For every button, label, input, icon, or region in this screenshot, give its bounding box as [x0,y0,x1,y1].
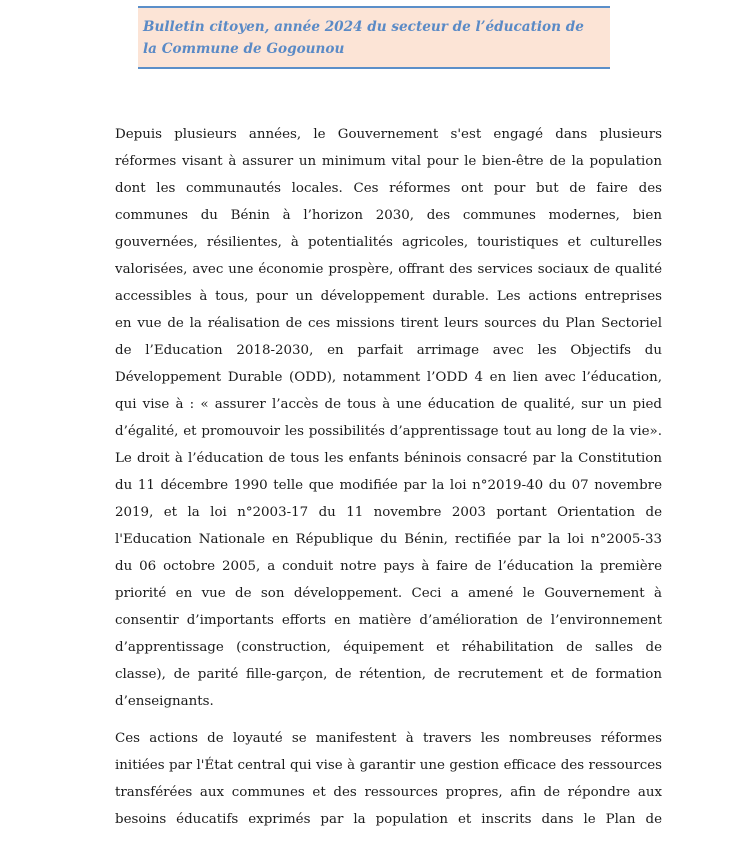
text-line: d’enseignants. [115,694,214,709]
text-line: 2019, et la loi n°2003-17 du 11 novembre 2003 portant Orientation de [115,505,662,520]
text-line: Depuis plusieurs années, le Gouvernement s'est engagé dans plusieurs [115,127,662,142]
text-line: du 06 octobre 2005, a conduit notre pays à faire de l’éducation la première [115,559,662,574]
text-line: Ces actions de loyauté se manifestent à travers les nombreuses réformes [115,731,662,746]
text-line: consentir d’importants efforts en matière d’amélioration de l’environnement [115,613,662,628]
text-line: classe), de parité fille-garçon, de rétention, de recrutement et de formation [115,667,662,682]
text-line: de l’Education 2018-2030, en parfait arrimage avec les Objectifs du [115,343,662,358]
text-line: réformes visant à assurer un minimum vital pour le bien-être de la population [115,154,662,169]
text-line: besoins éducatifs exprimés par la population et inscrits dans le Plan de [115,812,662,827]
text-line: en vue de la réalisation de ces missions tirent leurs sources du Plan Sectoriel [115,316,662,331]
text-line: initiées par l'État central qui vise à garantir une gestion efficace des ressources [115,758,662,773]
text-line: Le droit à l’éducation de tous les enfants béninois consacré par la Constitution [115,451,662,466]
text-line: dont les communautés locales. Ces réformes ont pour but de faire des [115,181,662,196]
text-line: d’égalité, et promouvoir les possibilités d’apprentissage tout au long de la vie». [115,424,662,439]
bulletin-title-line-1: Bulletin citoyen, année 2024 du secteur de l’éducation de [143,19,584,35]
bulletin-title-box [138,6,610,69]
paragraph-1 [115,121,662,715]
text-line: d’apprentissage (construction, équipement et réhabilitation de salles de [115,640,662,655]
text-line: Développement Durable (ODD), notamment l’ODD 4 en lien avec l’éducation, [115,370,662,385]
bulletin-title-line-2: la Commune de Gogounou [143,41,345,57]
text-line: accessibles à tous, pour un développement durable. Les actions entreprises [115,289,662,304]
text-line: communes du Bénin à l’horizon 2030, des communes modernes, bien [115,208,662,223]
text-line: transférées aux communes et des ressources propres, afin de répondre aux [115,785,662,800]
text-line: l'Education Nationale en République du Bénin, rectifiée par la loi n°2005-33 [115,532,662,547]
text-line: du 11 décembre 1990 telle que modifiée par la loi n°2019-40 du 07 novembre [115,478,662,493]
text-line: valorisées, avec une économie prospère, offrant des services sociaux de qualité [115,262,662,277]
text-line: qui vise à : « assurer l’accès de tous à une éducation de qualité, sur un pied [115,397,662,412]
text-line: priorité en vue de son développement. Ceci a amené le Gouvernement à [115,586,662,601]
text-line: gouvernées, résilientes, à potentialités agricoles, touristiques et culturelles [115,235,662,250]
document-body [115,121,662,833]
paragraph-2 [115,725,662,833]
